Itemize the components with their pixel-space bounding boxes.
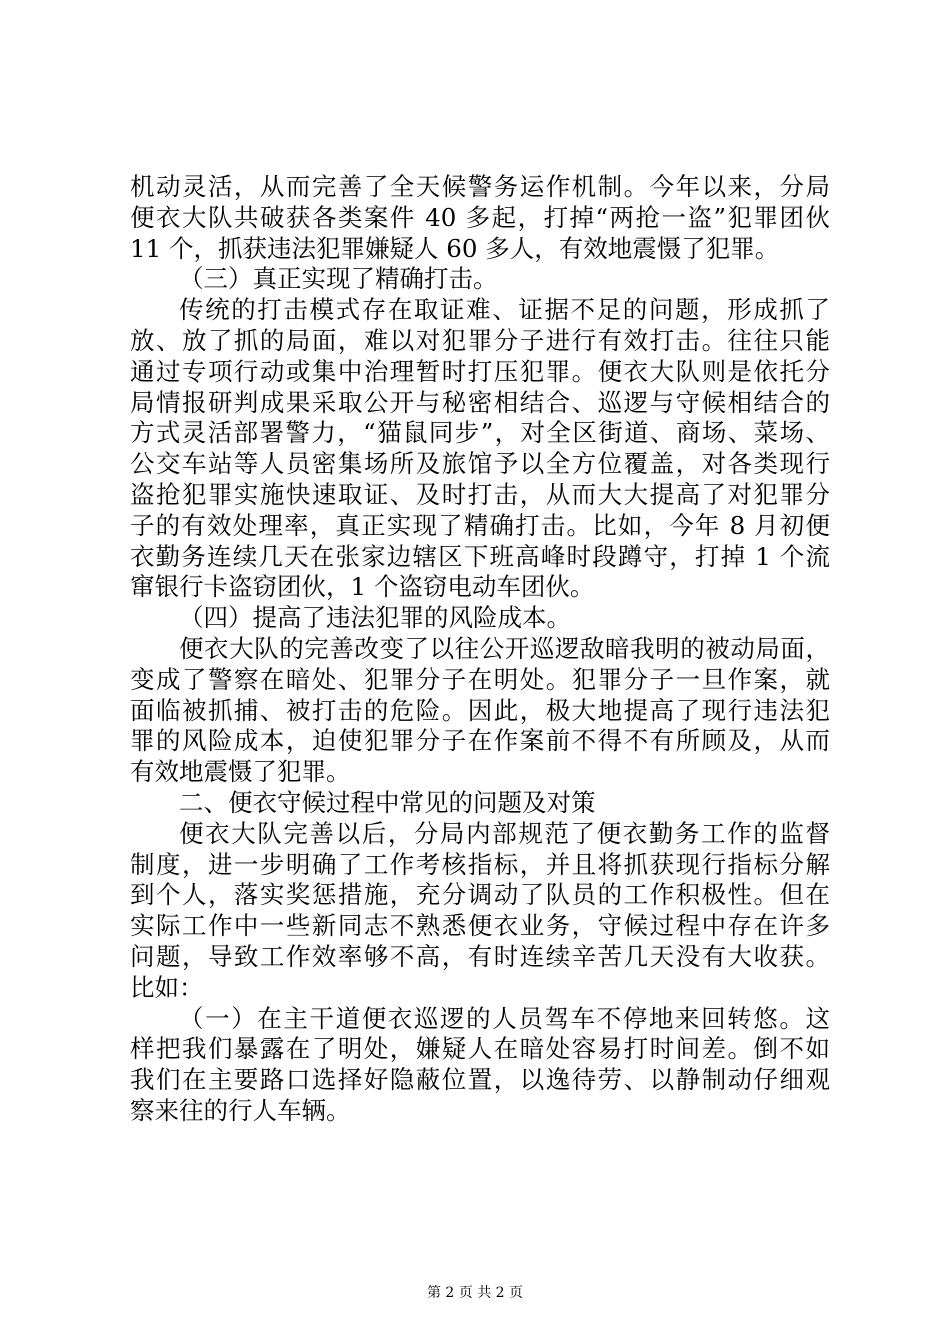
text-line: 罪的风险成本，迫使犯罪分子在作案前不得不有所顾及，从而 [130, 726, 830, 756]
text-line: 变成了警察在暗处、犯罪分子在明处。犯罪分子一旦作案，就 [130, 664, 830, 694]
text-line: 便衣大队共破获各类案件 40 多起，打掉“两抢一盗”犯罪团伙 [130, 202, 830, 232]
text-line: （四）提高了违法犯罪的风险成本。 [179, 603, 571, 633]
text-line: （三）真正实现了精确打击。 [179, 264, 498, 294]
text-line: 局情报研判成果采取公开与秘密相结合、巡逻与守候相结合的 [130, 387, 830, 417]
text-line: 察来往的行人车辆。 [130, 1095, 351, 1125]
text-line: 窜银行卡盗窃团伙，1 个盗窃电动车团伙。 [130, 572, 595, 602]
text-line: 二、便衣守候过程中常见的问题及对策 [179, 787, 596, 817]
page-footer: 第 2 页 共 2 页 [426, 1285, 524, 1301]
document-body [130, 172, 830, 1127]
text-line: 比如： [130, 972, 204, 1002]
text-line: 面临被抓捕、被打击的危险。因此，极大地提高了现行违法犯 [130, 695, 830, 725]
text-line: 实际工作中一些新同志不熟悉便衣业务，守候过程中存在许多 [130, 911, 830, 941]
text-line: 便衣大队的完善改变了以往公开巡逻敌暗我明的被动局面， [179, 633, 830, 663]
text-line: 制度，进一步明确了工作考核指标，并且将抓获现行指标分解 [130, 849, 830, 879]
text-line: 我们在主要路口选择好隐蔽位置，以逸待劳、以静制动仔细观 [130, 1065, 830, 1095]
text-line: 公交车站等人员密集场所及旅馆予以全方位覆盖，对各类现行 [130, 449, 830, 479]
text-line: 问题，导致工作效率够不高，有时连续辛苦几天没有大收获。 [130, 941, 830, 971]
text-line: 方式灵活部署警力，“猫鼠同步”，对全区街道、商场、菜场、 [130, 418, 830, 448]
text-line: 盗抢犯罪实施快速取证、及时打击，从而大大提高了对犯罪分 [130, 479, 830, 509]
text-line: 机动灵活，从而完善了全天候警务运作机制。今年以来，分局 [130, 172, 830, 201]
text-line: 放、放了抓的局面，难以对犯罪分子进行有效打击。往往只能 [130, 325, 830, 355]
text-line: 传统的打击模式存在取证难、证据不足的问题，形成抓了 [179, 295, 830, 325]
text-line: （一）在主干道便衣巡逻的人员驾车不停地来回转悠。这 [179, 1003, 830, 1033]
text-line: 子的有效处理率，真正实现了精确打击。比如，今年 8 月初便 [130, 510, 830, 540]
text-line: 便衣大队完善以后，分局内部规范了便衣勤务工作的监督 [179, 818, 830, 848]
text-line: 到个人，落实奖惩措施，充分调动了队员的工作积极性。但在 [130, 880, 830, 910]
text-line: 通过专项行动或集中治理暂时打压犯罪。便衣大队则是依托分 [130, 356, 830, 386]
text-line: 11 个，抓获违法犯罪嫌疑人 60 多人，有效地震慑了犯罪。 [130, 233, 780, 263]
text-line: 衣勤务连续几天在张家边辖区下班高峰时段蹲守，打掉 1 个流 [130, 541, 830, 571]
text-line: 有效地震慑了犯罪。 [130, 757, 351, 787]
text-line: 样把我们暴露在了明处，嫌疑人在暗处容易打时间差。倒不如 [130, 1034, 830, 1064]
